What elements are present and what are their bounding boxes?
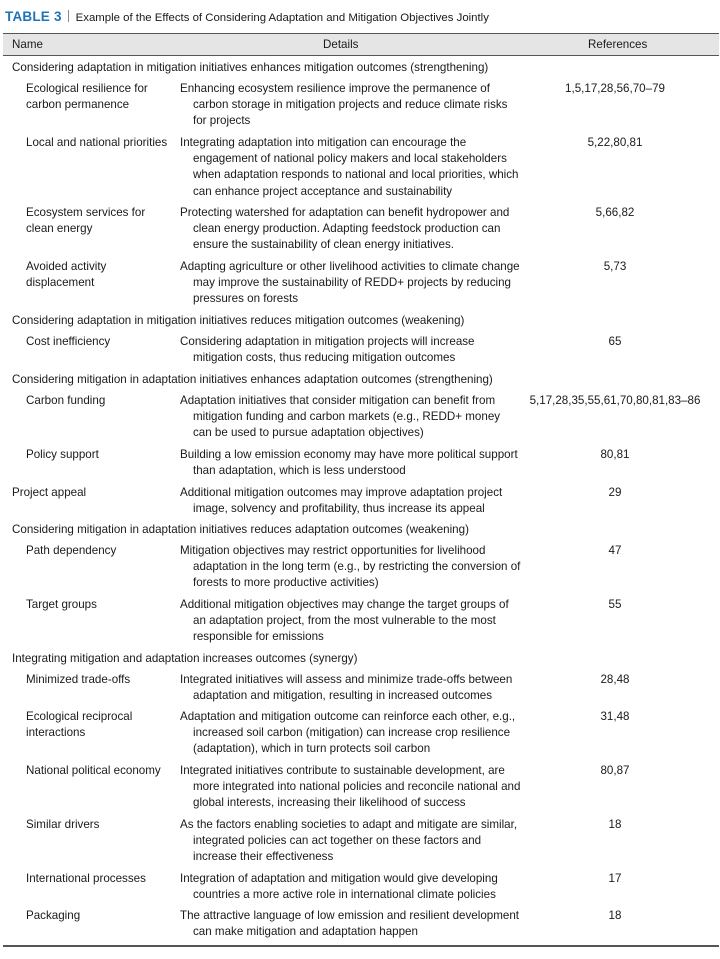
row-details: Integrating adaptation into mitigation can encourage the engagement of national policy makers and local stakeholders when adaptation responds to national and local priorities, which can enhance project acceptance and sustainability <box>180 136 519 198</box>
row-name: Cost inefficiency <box>26 335 111 348</box>
table-bottom-rule <box>3 945 719 947</box>
row-references: 5,17,28,35,55,61,70,80,81,83–86 <box>529 394 701 407</box>
row-name: International processes <box>26 872 146 885</box>
row-references: 1,5,17,28,56,70–79 <box>565 82 665 95</box>
row-details: Integration of adaptation and mitigation would give developing countries a more active role in international climate policies <box>180 872 498 902</box>
caption-divider <box>68 10 69 22</box>
row-details: Building a low emission economy may have more political support than adaptation, which is less understood <box>180 448 518 478</box>
section-heading: Considering mitigation in adaptation initiatives reduces adaptation outcomes (weakening) <box>12 523 469 536</box>
row-references: 29 <box>608 486 622 499</box>
row-details: Adaptation and mitigation outcome can reinforce each other, e.g., increased soil carbon (mitigation) can increase crop resilience (adaptation), which in turn protects soil carbon <box>180 710 516 756</box>
header-details: Details <box>323 38 359 51</box>
section-heading: Considering adaptation in mitigation initiatives reduces mitigation outcomes (weakening) <box>12 314 465 327</box>
table-title: Example of the Effects of Considering Adaptation and Mitigation Objectives Jointly <box>75 12 489 24</box>
row-references: 55 <box>608 598 622 611</box>
section-heading: Considering adaptation in mitigation initiatives enhances mitigation outcomes (strengthening) <box>12 61 489 74</box>
row-references: 18 <box>608 909 622 922</box>
row-details: Integrated initiatives contribute to sustainable development, are more integrated into national policies and reconcile national and global interests, increasing their likelihood of success <box>180 764 521 810</box>
row-details: Additional mitigation objectives may change the target groups of an adaptation project, from the most vulnerable to the most responsible for emissions <box>180 598 509 644</box>
row-details: Enhancing ecosystem resilience improve the permanence of carbon storage in mitigation projects and reduce climate risks for projects <box>180 82 508 128</box>
row-name: Policy support <box>26 448 99 461</box>
row-references: 18 <box>608 818 622 831</box>
row-name: Local and national priorities <box>26 136 168 149</box>
row-references: 5,66,82 <box>595 206 635 219</box>
row-references: 65 <box>608 335 622 348</box>
row-name: Ecological reciprocal interactions <box>26 710 133 740</box>
row-details: Adapting agriculture or other livelihood activities to climate change may improve the sustainability of REDD+ projects by reducing pressures on forests <box>180 260 520 306</box>
row-name: Ecosystem services for clean energy <box>26 206 146 236</box>
row-details: Adaptation initiatives that consider mitigation can benefit from mitigation funding and carbon markets (e.g., REDD+ money can be used to pursue adaptation objectives) <box>180 394 501 440</box>
row-details: Protecting watershed for adaptation can benefit hydropower and clean energy production. Adapting feedstock production can ensure the sustainability of clean energy initiatives. <box>180 206 510 252</box>
row-references: 80,81 <box>600 448 630 461</box>
table-label: TABLE 3 <box>5 9 62 24</box>
row-details: Considering adaptation in mitigation projects will increase mitigation costs, thus reducing mitigation outcomes <box>180 335 475 365</box>
row-details: As the factors enabling societies to adapt and mitigate are similar, integrated policies can act together on these factors and increase their effectiveness <box>180 818 518 864</box>
row-name: National political economy <box>26 764 161 777</box>
table-caption <box>5 9 489 24</box>
row-details: Mitigation objectives may restrict opportunities for livelihood adaptation in the long term (e.g., by restricting the conversion of forests to more productive activities) <box>180 544 521 590</box>
row-references: 80,87 <box>600 764 630 777</box>
row-references: 28,48 <box>600 673 630 686</box>
row-name: Target groups <box>26 598 97 611</box>
row-name: Path dependency <box>26 544 117 557</box>
row-details: Integrated initiatives will assess and minimize trade-offs between adaptation and mitigation, resulting in increased outcomes <box>180 673 513 703</box>
section-heading: Considering mitigation in adaptation initiatives enhances adaptation outcomes (strengthening) <box>12 373 493 386</box>
row-name: Project appeal <box>12 486 87 499</box>
row-name: Packaging <box>26 909 81 922</box>
row-references: 17 <box>608 872 622 885</box>
header-references: References <box>588 38 648 51</box>
table-header-rule <box>3 55 719 56</box>
row-details: The attractive language of low emission and resilient development can make mitigation and adaptation happen <box>180 909 519 939</box>
row-name: Avoided activity displacement <box>26 260 107 290</box>
row-name: Minimized trade-offs <box>26 673 131 686</box>
row-name: Ecological resilience for carbon permanence <box>26 82 148 112</box>
row-name: Carbon funding <box>26 394 106 407</box>
row-references: 47 <box>608 544 622 557</box>
row-references: 5,22,80,81 <box>587 136 643 149</box>
section-heading: Integrating mitigation and adaptation increases outcomes (synergy) <box>12 652 358 665</box>
header-name: Name <box>12 38 43 51</box>
row-details: Additional mitigation outcomes may improve adaptation project image, solvency and profitability, thus increase its appeal <box>180 486 503 516</box>
row-references: 31,48 <box>600 710 630 723</box>
row-name: Similar drivers <box>26 818 100 831</box>
row-references: 5,73 <box>603 260 627 273</box>
